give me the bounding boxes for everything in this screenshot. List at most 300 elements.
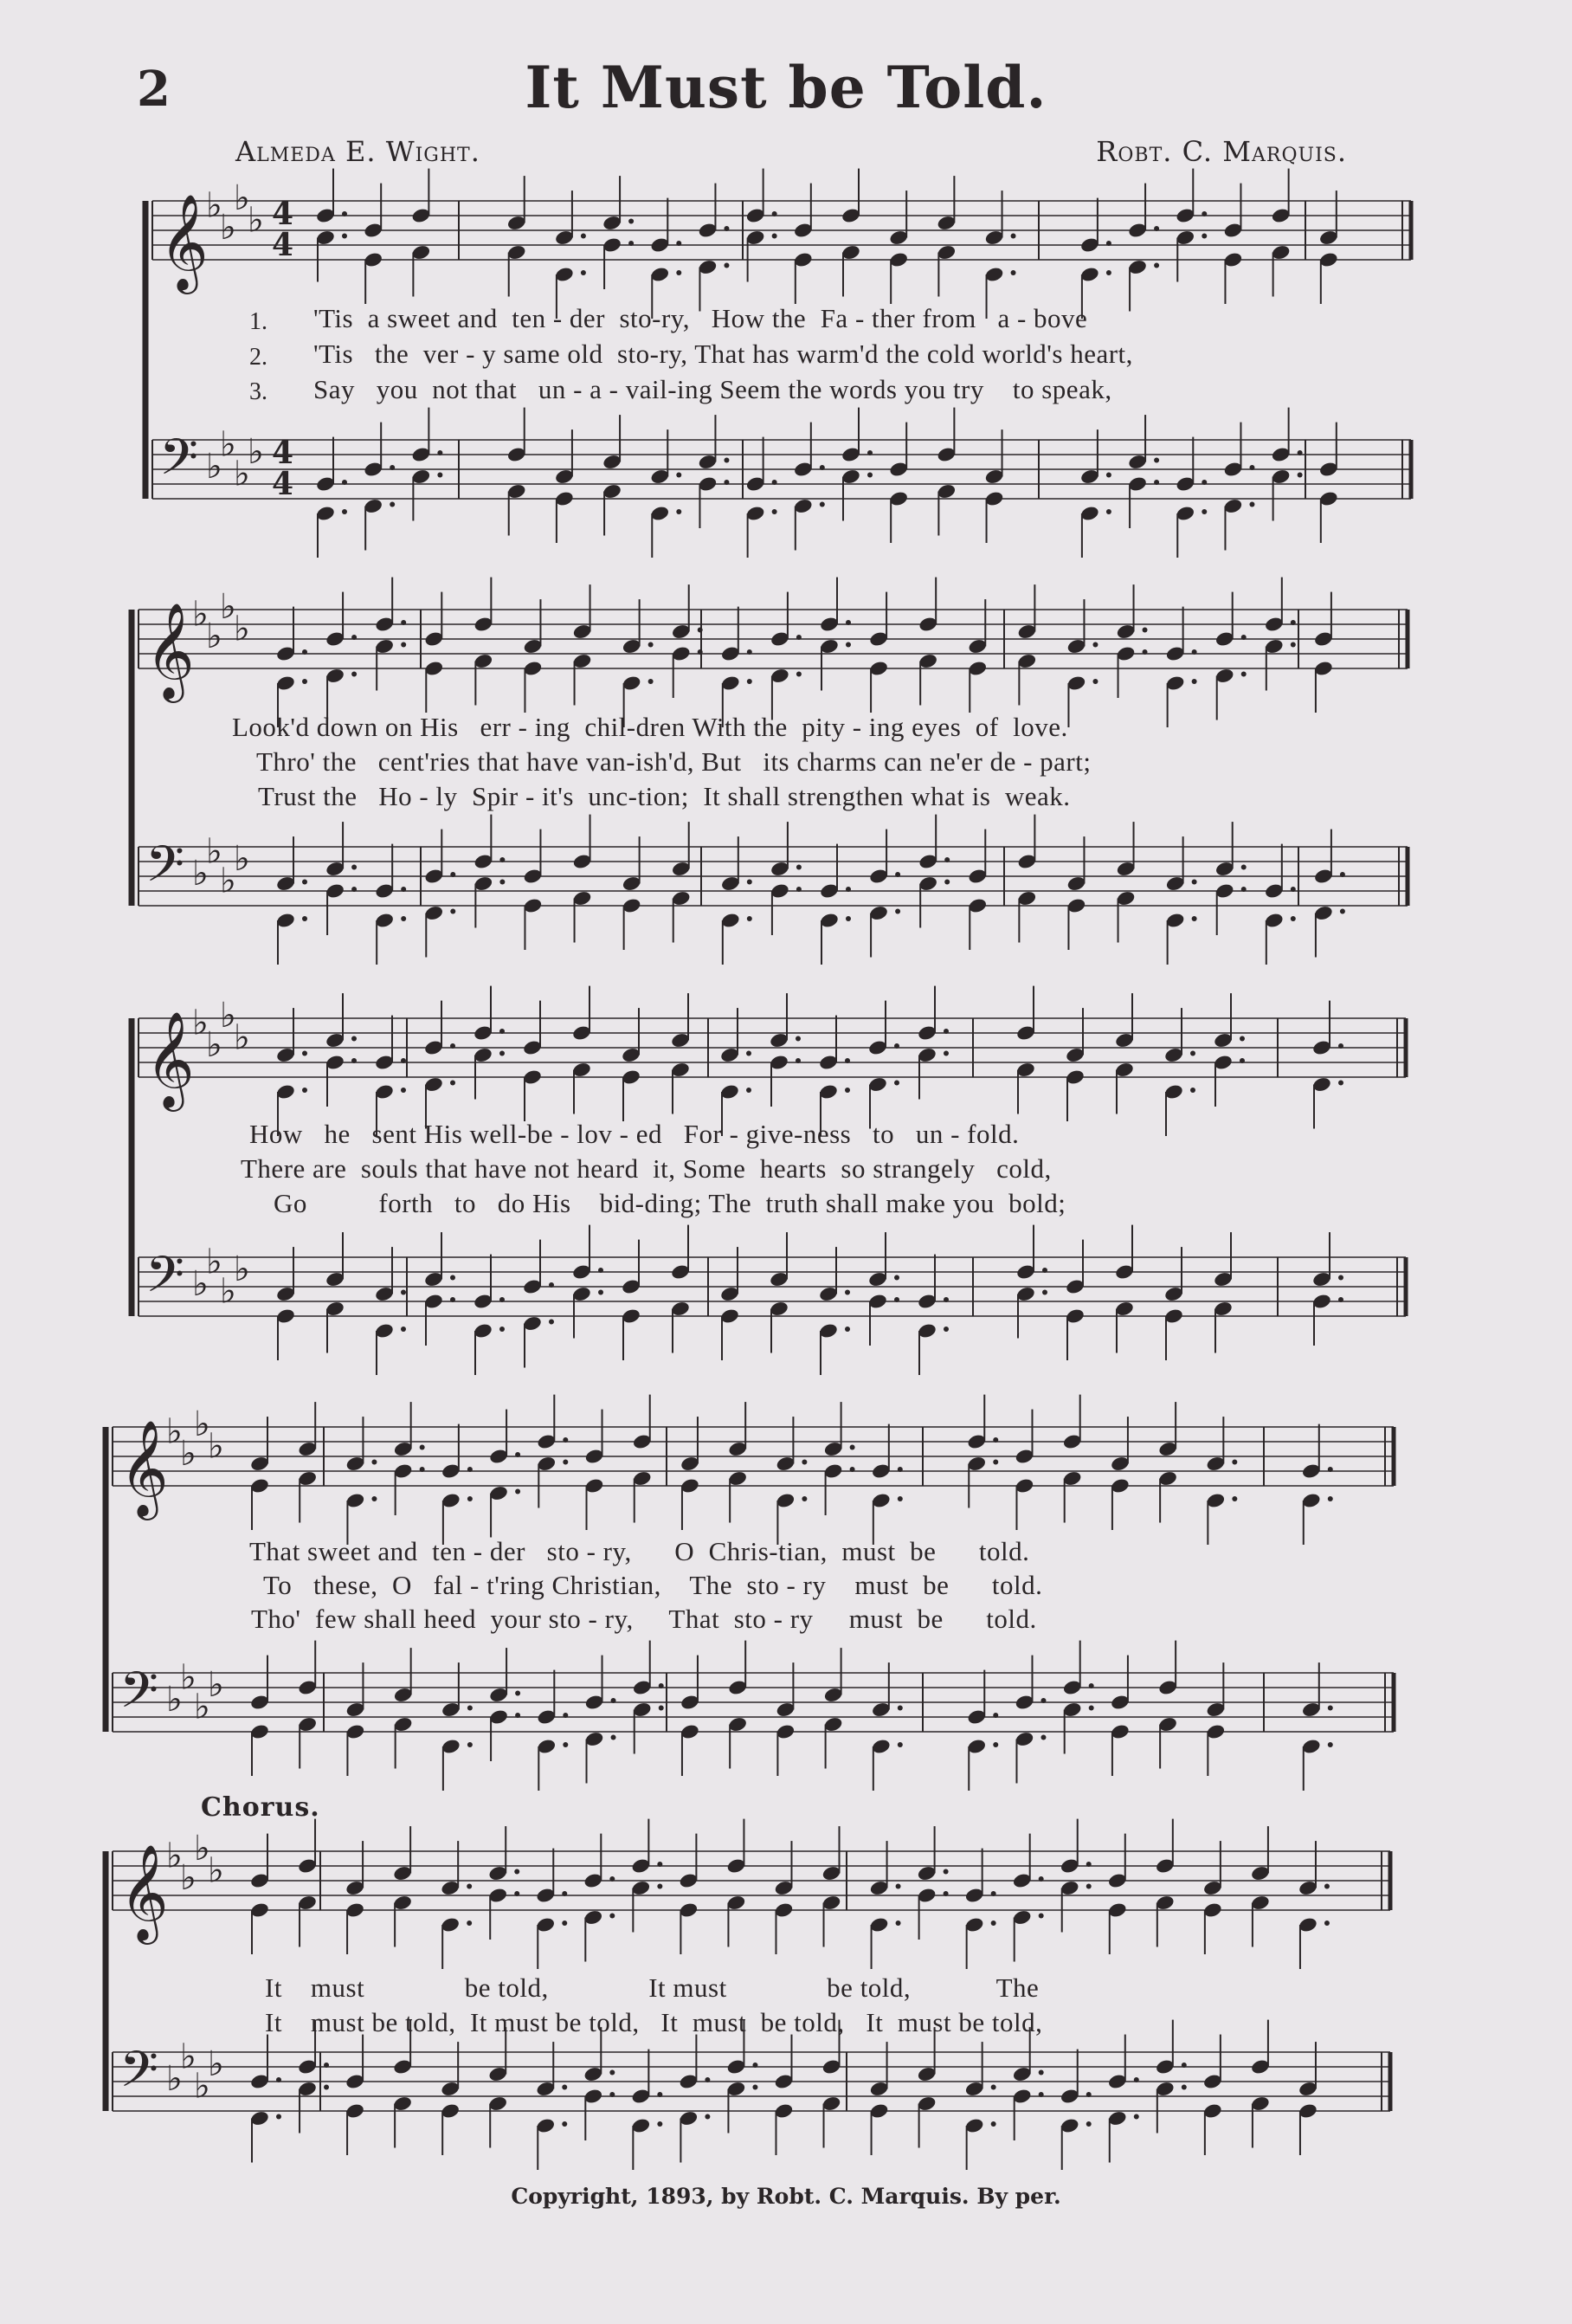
dot <box>1291 887 1296 892</box>
flat-icon: ♭ <box>194 1829 210 1869</box>
dot <box>676 509 681 514</box>
treble-clef-icon: 𝄞 <box>145 1010 195 1107</box>
flat-icon: ♭ <box>194 2066 210 2107</box>
dot <box>515 1691 520 1696</box>
flat-icon: ♭ <box>180 1434 196 1474</box>
dot <box>563 1713 568 1718</box>
dot <box>1340 872 1345 877</box>
dot <box>1241 887 1247 892</box>
dot <box>724 458 729 463</box>
lyric-line: Look'd down on His err - ing chil-dren With the pity - ing eyes of love. <box>232 712 1068 742</box>
dot <box>1298 450 1303 455</box>
time-signature-digit: 4 <box>272 465 294 502</box>
bass-clef-icon: 𝄢 <box>145 835 185 906</box>
dot <box>846 887 851 892</box>
flat-icon: ♭ <box>180 2037 196 2077</box>
dot <box>1202 480 1207 485</box>
dot <box>342 509 347 514</box>
bass-clef-icon: 𝄢 <box>145 1245 185 1316</box>
dot <box>467 1921 472 1926</box>
dot <box>276 2114 281 2120</box>
flat-icon: ♭ <box>206 617 222 656</box>
dot <box>302 880 307 885</box>
chorus-label: Chorus. <box>201 1792 320 1823</box>
dot <box>1106 473 1111 478</box>
dot <box>609 2070 615 2075</box>
dot <box>867 450 873 455</box>
dot <box>390 465 395 470</box>
dot <box>1328 1467 1333 1472</box>
dot <box>1042 1268 1047 1273</box>
lyric-line: To these, O fal - t'ring Christian, The sto - ry must be told. <box>263 1570 1043 1600</box>
flat-icon: ♭ <box>208 1665 224 1705</box>
dot <box>302 679 307 684</box>
dot <box>896 1921 901 1926</box>
dot <box>420 1467 425 1472</box>
dot <box>611 1698 616 1703</box>
dot <box>1328 1706 1333 1711</box>
dot <box>676 270 681 275</box>
dot <box>944 1051 949 1056</box>
time-signature-digit: 4 <box>272 196 294 233</box>
dot <box>609 1914 615 1919</box>
dot <box>401 620 406 625</box>
flat-icon: ♭ <box>220 208 236 248</box>
dot <box>467 1884 472 1889</box>
dot <box>993 1437 998 1443</box>
dot <box>276 2077 281 2082</box>
dot <box>437 450 442 455</box>
dot <box>657 2092 662 2097</box>
dot <box>747 916 752 921</box>
time-signature-digit: 4 <box>272 435 294 472</box>
dot <box>894 1043 899 1049</box>
dot <box>772 480 777 485</box>
dot <box>581 234 586 239</box>
dot <box>401 1058 406 1063</box>
dot <box>390 502 395 507</box>
dot <box>1106 270 1111 275</box>
dot <box>499 1297 505 1302</box>
dot <box>1202 211 1207 216</box>
dot <box>659 1683 664 1688</box>
flat-icon: ♭ <box>192 1003 209 1043</box>
flat-icon: ♭ <box>166 1680 183 1720</box>
dot <box>450 872 455 877</box>
flat-icon: ♭ <box>166 2059 183 2099</box>
dot <box>1232 1460 1237 1465</box>
dot <box>1092 679 1098 684</box>
dot <box>598 1290 603 1295</box>
dot <box>820 502 825 507</box>
dot <box>514 1891 519 1896</box>
dot <box>1154 480 1159 485</box>
lyric-line: Tho' few shall heed your sto - ry, That sto - ry must be told. <box>251 1604 1037 1634</box>
lyric-line: It must be told, It must be told, The <box>265 1972 1040 2003</box>
dot <box>609 1876 615 1882</box>
dot <box>628 219 634 224</box>
dot <box>1202 509 1207 514</box>
dot <box>401 1327 406 1332</box>
dot <box>1143 628 1148 633</box>
dot <box>657 2121 662 2127</box>
dot <box>796 1036 801 1042</box>
dot <box>515 1452 520 1457</box>
dot <box>1324 1884 1330 1889</box>
dot <box>351 635 357 640</box>
dot <box>1154 226 1159 231</box>
dot <box>991 1891 996 1896</box>
flat-icon: ♭ <box>206 447 222 487</box>
dot <box>1086 2121 1092 2127</box>
dot <box>1338 1043 1343 1049</box>
dot <box>1086 1862 1092 1867</box>
dot <box>850 1445 855 1450</box>
dot <box>450 1297 455 1302</box>
dot <box>351 672 357 677</box>
dot <box>896 1884 901 1889</box>
dot <box>867 473 873 478</box>
dot <box>724 480 729 485</box>
verse-number-3: 3. <box>249 378 267 405</box>
dot <box>991 2085 996 2090</box>
dot <box>562 1891 567 1896</box>
flat-icon: ♭ <box>206 185 222 226</box>
dot <box>752 2063 757 2068</box>
dot <box>1240 1036 1245 1042</box>
dot <box>1291 642 1296 648</box>
dot <box>796 865 802 870</box>
dot <box>746 1051 751 1056</box>
dot <box>1042 1290 1047 1295</box>
flat-icon: ♭ <box>166 1836 183 1876</box>
dot <box>371 1460 377 1465</box>
dot <box>302 649 307 655</box>
dot <box>1106 241 1111 246</box>
dot <box>467 1706 473 1711</box>
dot <box>846 642 851 648</box>
dot <box>1291 916 1296 921</box>
dot <box>1011 234 1016 239</box>
dot <box>698 628 703 633</box>
dot <box>894 1081 899 1086</box>
dot <box>1039 2070 1044 2075</box>
dot <box>724 226 729 231</box>
dot <box>324 2063 329 2068</box>
flat-icon: ♭ <box>248 432 264 472</box>
dot <box>1190 1051 1195 1056</box>
dot <box>648 642 654 648</box>
flat-icon: ♭ <box>194 1404 210 1444</box>
lyric-line: Thro' the cent'ries that have van-ish'd, But its charms can ne'er de - part; <box>256 746 1092 777</box>
dot <box>302 1051 307 1056</box>
dot <box>1202 234 1207 239</box>
dot <box>802 1496 807 1501</box>
dot <box>499 1051 505 1056</box>
dot <box>802 1460 807 1465</box>
dot <box>1338 1297 1343 1302</box>
flat-icon: ♭ <box>192 854 209 894</box>
flat-icon: ♭ <box>234 609 250 649</box>
dot <box>898 1742 903 1747</box>
dot <box>1154 458 1159 463</box>
dot <box>515 1489 520 1494</box>
dot <box>371 1496 377 1501</box>
dot <box>772 211 777 216</box>
dot <box>1039 1914 1044 1919</box>
dot <box>1106 509 1111 514</box>
treble-clef-icon: 𝄞 <box>119 1419 169 1516</box>
dot <box>401 1088 406 1093</box>
dot <box>401 1290 406 1295</box>
dot <box>351 1058 357 1063</box>
lyric-line: Say you not that un - a - vail-ing Seem the words you try to speak, <box>313 374 1112 404</box>
dot <box>563 1742 568 1747</box>
flat-icon: ♭ <box>234 1017 250 1058</box>
lyric-line: 'Tis a sweet and ten - der sto-ry, How the Fa - ther from a - bove <box>313 303 1088 333</box>
treble-clef-icon: 𝄞 <box>145 602 195 699</box>
dot <box>752 2085 757 2090</box>
dot <box>1134 2077 1139 2082</box>
dot <box>302 916 307 921</box>
dot <box>1328 1496 1333 1501</box>
hymn-title: It Must be Told. <box>525 54 1047 121</box>
dot <box>1192 679 1197 684</box>
dot <box>1039 2092 1044 2097</box>
dot <box>1324 1921 1330 1926</box>
flat-icon: ♭ <box>220 587 236 627</box>
dot <box>450 1043 455 1049</box>
dot <box>1086 1884 1092 1889</box>
flat-icon: ♭ <box>208 1426 224 1467</box>
flat-icon: ♭ <box>220 996 236 1036</box>
flat-icon: ♭ <box>234 178 250 218</box>
flat-icon: ♭ <box>234 1249 250 1289</box>
dot <box>1182 2063 1187 2068</box>
flat-icon: ♭ <box>220 1271 236 1312</box>
dot <box>1154 263 1159 268</box>
flat-icon: ♭ <box>192 594 209 635</box>
dot <box>609 2092 615 2097</box>
dot <box>944 1297 949 1302</box>
dot <box>563 1460 568 1465</box>
dot <box>747 880 752 885</box>
flat-icon: ♭ <box>206 1025 222 1065</box>
treble-clef-icon: 𝄞 <box>119 1843 169 1940</box>
dot <box>659 1706 664 1711</box>
treble-clef-icon: 𝄞 <box>159 193 209 290</box>
dot <box>342 234 347 239</box>
bass-clef-icon: 𝄢 <box>159 428 199 499</box>
dot <box>657 1862 662 1867</box>
flat-icon: ♭ <box>180 1858 196 1898</box>
dot <box>944 880 950 885</box>
flat-icon: ♭ <box>248 200 264 241</box>
dot <box>342 211 347 216</box>
dot <box>467 1467 473 1472</box>
dot <box>1241 635 1247 640</box>
dot <box>563 1437 568 1443</box>
flat-icon: ♭ <box>208 1850 224 1891</box>
dot <box>351 887 357 892</box>
dot <box>467 1496 473 1501</box>
dot <box>351 1036 357 1042</box>
dot <box>772 234 777 239</box>
dot <box>1192 880 1197 885</box>
dot <box>1190 1088 1195 1093</box>
dot <box>1089 1683 1094 1688</box>
dot <box>499 857 505 862</box>
dot <box>1182 2085 1187 2090</box>
time-signature-digit: 4 <box>272 226 294 263</box>
dot <box>1192 649 1197 655</box>
dot <box>515 1713 520 1718</box>
copyright-notice: Copyright, 1893, by Robt. C. Marquis. By per. <box>511 2184 1061 2209</box>
dot <box>1249 502 1254 507</box>
dot <box>1143 649 1148 655</box>
dot <box>581 270 586 275</box>
dot <box>746 1088 751 1093</box>
dot <box>1232 1496 1237 1501</box>
dot <box>420 1445 425 1450</box>
dot <box>1338 1275 1343 1281</box>
dot <box>1241 865 1247 870</box>
dot <box>846 916 851 921</box>
dot <box>705 2077 710 2082</box>
dot <box>467 1742 473 1747</box>
lyricist-credit: Almeda E. Wight. <box>235 135 480 168</box>
dot <box>437 473 442 478</box>
dot <box>628 241 634 246</box>
dot <box>562 1921 567 1926</box>
dot <box>705 2114 710 2120</box>
dot <box>944 1891 949 1896</box>
dot <box>894 1297 899 1302</box>
lyric-line: How he sent His well-be - lov - ed For - give-ness to un - fold. <box>249 1119 1020 1149</box>
dot <box>944 857 950 862</box>
dot <box>514 1869 519 1875</box>
dot <box>1086 2092 1092 2097</box>
lyric-line: There are souls that have not heard it, Some hearts so strangely cold, <box>241 1153 1052 1184</box>
lyric-line: Trust the Ho - ly Spir - it's unc-tion; It shall strengthen what is weak. <box>258 781 1071 811</box>
dot <box>845 1327 850 1332</box>
dot <box>562 2085 567 2090</box>
dot <box>499 1029 505 1034</box>
flat-icon: ♭ <box>180 1657 196 1698</box>
dot <box>1040 1698 1046 1703</box>
dot <box>1338 1081 1343 1086</box>
page-number: 2 <box>137 61 171 118</box>
dot <box>549 1320 554 1325</box>
bass-clef-icon: 𝄢 <box>119 2040 159 2111</box>
dot <box>772 509 777 514</box>
lyric-line: That sweet and ten - der sto - ry, O Chris-tian, must be told. <box>249 1536 1030 1566</box>
dot <box>324 2085 329 2090</box>
dot <box>657 1884 662 1889</box>
dot <box>894 1275 899 1281</box>
flat-icon: ♭ <box>234 839 250 879</box>
dot <box>698 649 703 655</box>
dot <box>1298 473 1303 478</box>
dot <box>450 909 455 914</box>
dot <box>342 480 347 485</box>
dot <box>898 1706 903 1711</box>
flat-icon: ♭ <box>166 1411 183 1452</box>
dot <box>845 1290 850 1295</box>
dot <box>944 1327 949 1332</box>
flat-icon: ♭ <box>206 1242 222 1282</box>
lyric-line: Go forth to do His bid-ding; The truth shall make you bold; <box>274 1188 1066 1218</box>
dot <box>676 241 681 246</box>
dot <box>1011 270 1016 275</box>
dot <box>993 1460 998 1465</box>
dot <box>598 1268 603 1273</box>
dot <box>676 473 681 478</box>
dot <box>898 1496 903 1501</box>
dot <box>562 2121 567 2127</box>
dot <box>1192 916 1197 921</box>
dot <box>846 620 851 625</box>
lyric-line: It must be told, It must be told, It must be told, It must be told, <box>265 2007 1043 2037</box>
dot <box>1039 1876 1044 1882</box>
dot <box>895 909 900 914</box>
composer-credit: Robt. C. Marquis. <box>1096 135 1347 168</box>
dot <box>1328 1742 1333 1747</box>
flat-icon: ♭ <box>234 454 250 494</box>
dot <box>1089 1706 1094 1711</box>
dot <box>796 672 802 677</box>
bass-clef-icon: 𝄢 <box>119 1661 159 1732</box>
dot <box>611 1735 616 1740</box>
dot <box>1241 672 1247 677</box>
dot <box>1240 1058 1245 1063</box>
dot <box>991 1921 996 1926</box>
dot <box>1040 1735 1046 1740</box>
dot <box>549 1282 554 1288</box>
dot <box>747 679 752 684</box>
flat-icon: ♭ <box>194 1687 210 1727</box>
dot <box>1092 642 1098 648</box>
dot <box>401 916 406 921</box>
dot <box>944 1869 949 1875</box>
dot <box>724 263 729 268</box>
flat-icon: ♭ <box>220 861 236 901</box>
lyric-line: 'Tis the ver - y same old sto-ry, That has warm'd the cold world's heart, <box>313 339 1133 369</box>
dot <box>450 1081 455 1086</box>
dot <box>796 635 802 640</box>
dot <box>401 887 406 892</box>
dot <box>993 1742 998 1747</box>
dot <box>648 679 654 684</box>
dot <box>302 1088 307 1093</box>
dot <box>499 1327 505 1332</box>
dot <box>820 465 825 470</box>
verse-number-1: 1. <box>249 308 267 335</box>
dot <box>895 872 900 877</box>
dot <box>450 1275 455 1281</box>
dot <box>499 880 505 885</box>
dot <box>944 1029 949 1034</box>
dot <box>1249 465 1254 470</box>
dot <box>845 1088 850 1093</box>
dot <box>796 1058 801 1063</box>
flat-icon: ♭ <box>208 2044 224 2084</box>
dot <box>351 865 357 870</box>
dot <box>747 649 752 655</box>
dot <box>1134 2114 1139 2120</box>
dot <box>993 1713 998 1718</box>
dot <box>1340 909 1345 914</box>
